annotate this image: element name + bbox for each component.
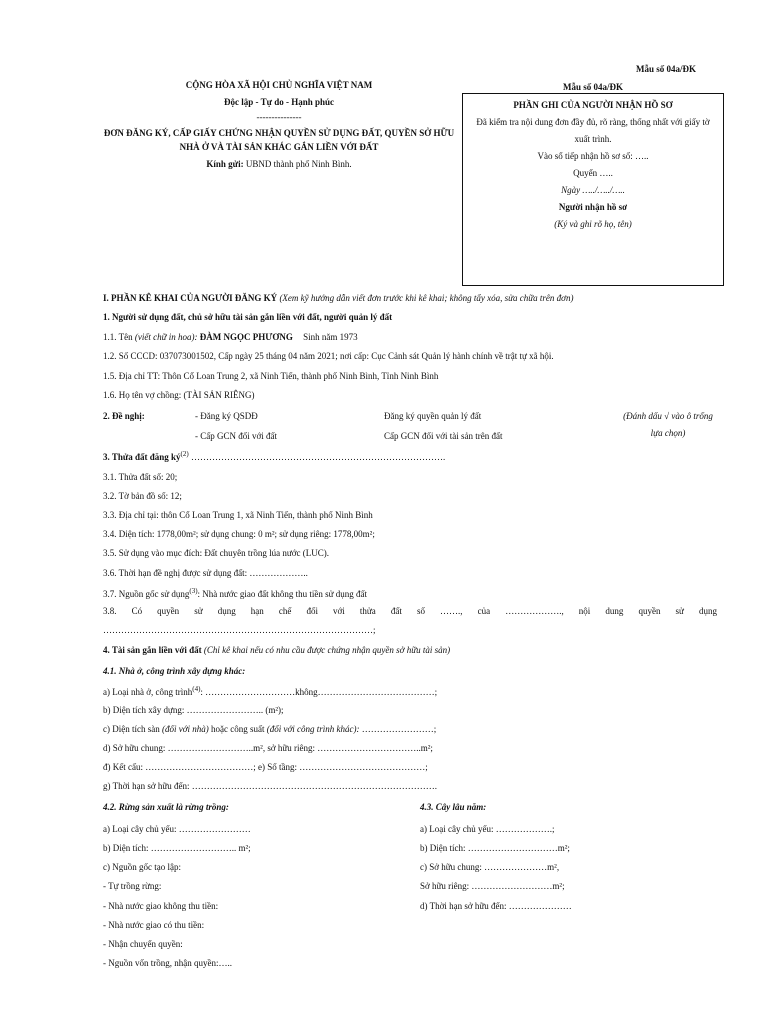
use-origin-label: 3.7. Nguồn gốc sử dụng [103, 589, 190, 599]
receiver-box-signer: Người nhận hồ sơ [558, 202, 628, 212]
map-sheet: 3.2. Tờ bản đồ số: 12; [103, 491, 182, 501]
perennial-area: b) Diện tích: …………………………m²; [420, 843, 570, 853]
receiver-box-book: Quyển ….. [573, 168, 613, 178]
land-use-purpose: 3.5. Sử dụng vào mục đích: Đất chuyên trồng lúa nước (LUC). [103, 548, 329, 558]
forest-tree-type: a) Loại cây chủ yếu: …………………… [103, 824, 251, 834]
forest-self-planted: - Tự trồng rừng: [103, 881, 162, 891]
ownership-term: g) Thời hạn sở hữu đến: ………………………………………………………………………. [103, 781, 437, 791]
form-code-top: Mẫu số 04a/ĐK [636, 64, 697, 74]
receiver-box [462, 93, 724, 286]
floor-area-value: ……………………; [361, 724, 437, 734]
perennial-subheading: 4.3. Cây lâu năm: [420, 802, 487, 812]
ownership-area: d) Sở hữu chung: ………………………..m², sở hữu riêng: ……………………………..m²; [103, 743, 433, 753]
national-motto: Độc lập - Tự do - Hạnh phúc [223, 96, 334, 107]
house-type-footnote-mark: (4) [192, 685, 201, 693]
addressee-value: UBND thành phố Ninh Bình. [245, 158, 352, 169]
request-option-register-land-use[interactable]: - Đăng ký QSDĐ [195, 411, 258, 421]
tick-note-line2: lựa chọn) [650, 428, 686, 438]
floor-area-hint1: (đối với nhà) [161, 724, 209, 734]
form-header [100, 80, 458, 176]
parcel-area: 3.4. Diện tích: 1778,00m²; sử dụng chung: 0 m²; sử dụng riêng: 1778,00m²; [103, 529, 375, 539]
parcel-number: 3.1. Thửa đất số: 20; [103, 472, 178, 482]
forest-allocated-free: - Nhà nước giao không thu tiền: [103, 901, 219, 911]
use-term: 3.6. Thời hạn đề nghị được sử dụng đất: ……………….. [103, 568, 308, 578]
floor-area-label: c) Diện tích sàn [103, 724, 160, 734]
floor-area-hint2: (đối với công trình khác): [266, 724, 360, 734]
request-label: 2. Đề nghị: [103, 411, 145, 421]
built-area: b) Diện tích xây dựng: …………………….. (m²); [103, 705, 284, 715]
section1-heading [103, 293, 573, 304]
use-origin [103, 587, 367, 600]
receiver-form-code: Mẫu số 04a/ĐK [563, 82, 624, 92]
parcel-dots: …………………………………………………………………………. [188, 452, 446, 462]
header-dashes: --------------- [256, 111, 302, 122]
address-line: 1.5. Địa chỉ TT: Thôn Cổ Loan Trung 2, xã Ninh Tiến, thành phố Ninh Bình, Tỉnh Ninh Bình [103, 371, 439, 381]
perennial-private-ownership: Sở hữu riêng: ………………………m²; [420, 881, 565, 891]
restricted-rights-line: 3.8. Có quyền sử dụng hạn chế đối với thửa đất số ……., của ………………., nội dung quyền sử dụng [103, 606, 717, 616]
receiver-box-check-note: Đã kiểm tra nội dung đơn đầy đủ, rõ ràng, thống nhất với giấy tờ xuất trình. [476, 117, 710, 144]
parcel-heading [103, 450, 445, 463]
receiver-box-register-number: Vào sổ tiếp nhận hồ sơ số: ….. [537, 151, 649, 161]
restricted-rights-dots: ………………………………………………………………………………; [103, 625, 376, 635]
name-prefix: 1.1. Tên [103, 332, 133, 342]
perennial-tree-type: a) Loại cây chủ yếu: ……………….; [420, 824, 555, 834]
assets-title: 4. Tài sản gắn liền với đất [103, 645, 202, 655]
applicant-name: ĐÀM NGỌC PHƯƠNG [199, 332, 293, 342]
item1-title: 1. Người sử dụng đất, chủ sở hữu tài sản gắn liền với đất, người quản lý đất [103, 312, 393, 322]
forest-area: b) Diện tích: ……………………….. m²; [103, 843, 251, 853]
tick-note-line1: (Đánh dấu √ vào ô trống [623, 411, 713, 421]
floor-area-mid: hoặc công suất [211, 724, 265, 734]
addressee [100, 159, 458, 170]
request-option-certificate-land[interactable]: - Cấp GCN đối với đất [195, 431, 278, 441]
house-type-label: a) Loại nhà ở, công trình [103, 687, 193, 697]
parcel-address: 3.3. Địa chỉ tại: thôn Cổ Loan Trung 1, xã Ninh Tiến, thành phố Ninh Bình [103, 510, 373, 520]
section1-note: (Xem kỹ hướng dẫn viết đơn trước khi kê khai; không tẩy xóa, sửa chữa trên đơn) [279, 293, 574, 303]
request-option-register-management[interactable]: Đăng ký quyền quản lý đất [384, 411, 482, 421]
receiver-box-date: Ngày …../…../….. [561, 185, 625, 195]
forest-funding: - Nguồn vốn trồng, nhận quyền:….. [103, 958, 232, 968]
forest-allocated-paid: - Nhà nước giao có thu tiền: [103, 920, 205, 930]
use-origin-value: : Nhà nước giao đất không thu tiền sử dụng đất [197, 589, 368, 599]
structure-floors: đ) Kết cấu: ………………………………; e) Số tầng: ……………………………………; [103, 762, 428, 772]
house-type-value: : …………………………không…………………………………; [200, 687, 438, 697]
parcel-title: 3. Thửa đất đăng ký [103, 452, 181, 462]
assets-heading [103, 645, 450, 656]
forest-subheading: 4.2. Rừng sản xuất là rừng trồng: [103, 802, 229, 812]
forest-origin: c) Nguồn gốc tạo lập: [103, 862, 181, 872]
name-hint: (viết chữ in hoa): [134, 332, 198, 342]
perennial-shared-ownership: c) Sở hữu chung: …………………m², [420, 862, 560, 872]
receiver-box-sign-note: (Ký và ghi rõ họ, tên) [554, 219, 632, 229]
house-subheading: 4.1. Nhà ở, công trình xây dựng khác: [103, 666, 246, 676]
use-origin-footnote-mark: (3) [189, 587, 198, 595]
perennial-term: d) Thời hạn sở hữu đến: ………………… [420, 901, 572, 911]
addressee-label: Kính gửi: [206, 158, 244, 169]
forest-transferred: - Nhận chuyển quyền: [103, 939, 183, 949]
birth-year: Sinh năm 1973 [303, 332, 358, 342]
request-option-certificate-assets[interactable]: Cấp GCN đối với tài sản trên đất [384, 431, 503, 441]
republic-name: CỘNG HÒA XÃ HỘI CHỦ NGHĨA VIỆT NAM [185, 80, 373, 90]
spouse-line: 1.6. Họ tên vợ chồng: (TÀI SẢN RIÊNG) [103, 390, 255, 400]
house-type [103, 685, 437, 698]
id-card-line: 1.2. Số CCCD: 037073001502, Cấp ngày 25 tháng 04 năm 2021; nơi cấp: Cục Cảnh sát Quản lý hành chính về trật tự xã hội. [103, 351, 554, 361]
form-title-line2: NHÀ Ở VÀ TÀI SẢN KHÁC GẮN LIỀN VỚI ĐẤT [179, 142, 379, 153]
assets-note: (Chỉ kê khai nếu có nhu cầu được chứng nhận quyền sở hữu tài sản) [203, 645, 451, 655]
form-title-line1: ĐƠN ĐĂNG KÝ, CẤP GIẤY CHỨNG NHẬN QUYỀN SỬ DỤNG ĐẤT, QUYỀN SỞ HỮU [103, 128, 455, 139]
applicant-name-line [103, 332, 358, 343]
parcel-footnote-mark: (2) [180, 450, 189, 458]
floor-area [103, 724, 436, 735]
section1-title: I. PHẦN KÊ KHAI CỦA NGƯỜI ĐĂNG KÝ [103, 293, 278, 303]
receiver-box-title: PHẦN GHI CỦA NGƯỜI NHẬN HỒ SƠ [513, 100, 673, 110]
